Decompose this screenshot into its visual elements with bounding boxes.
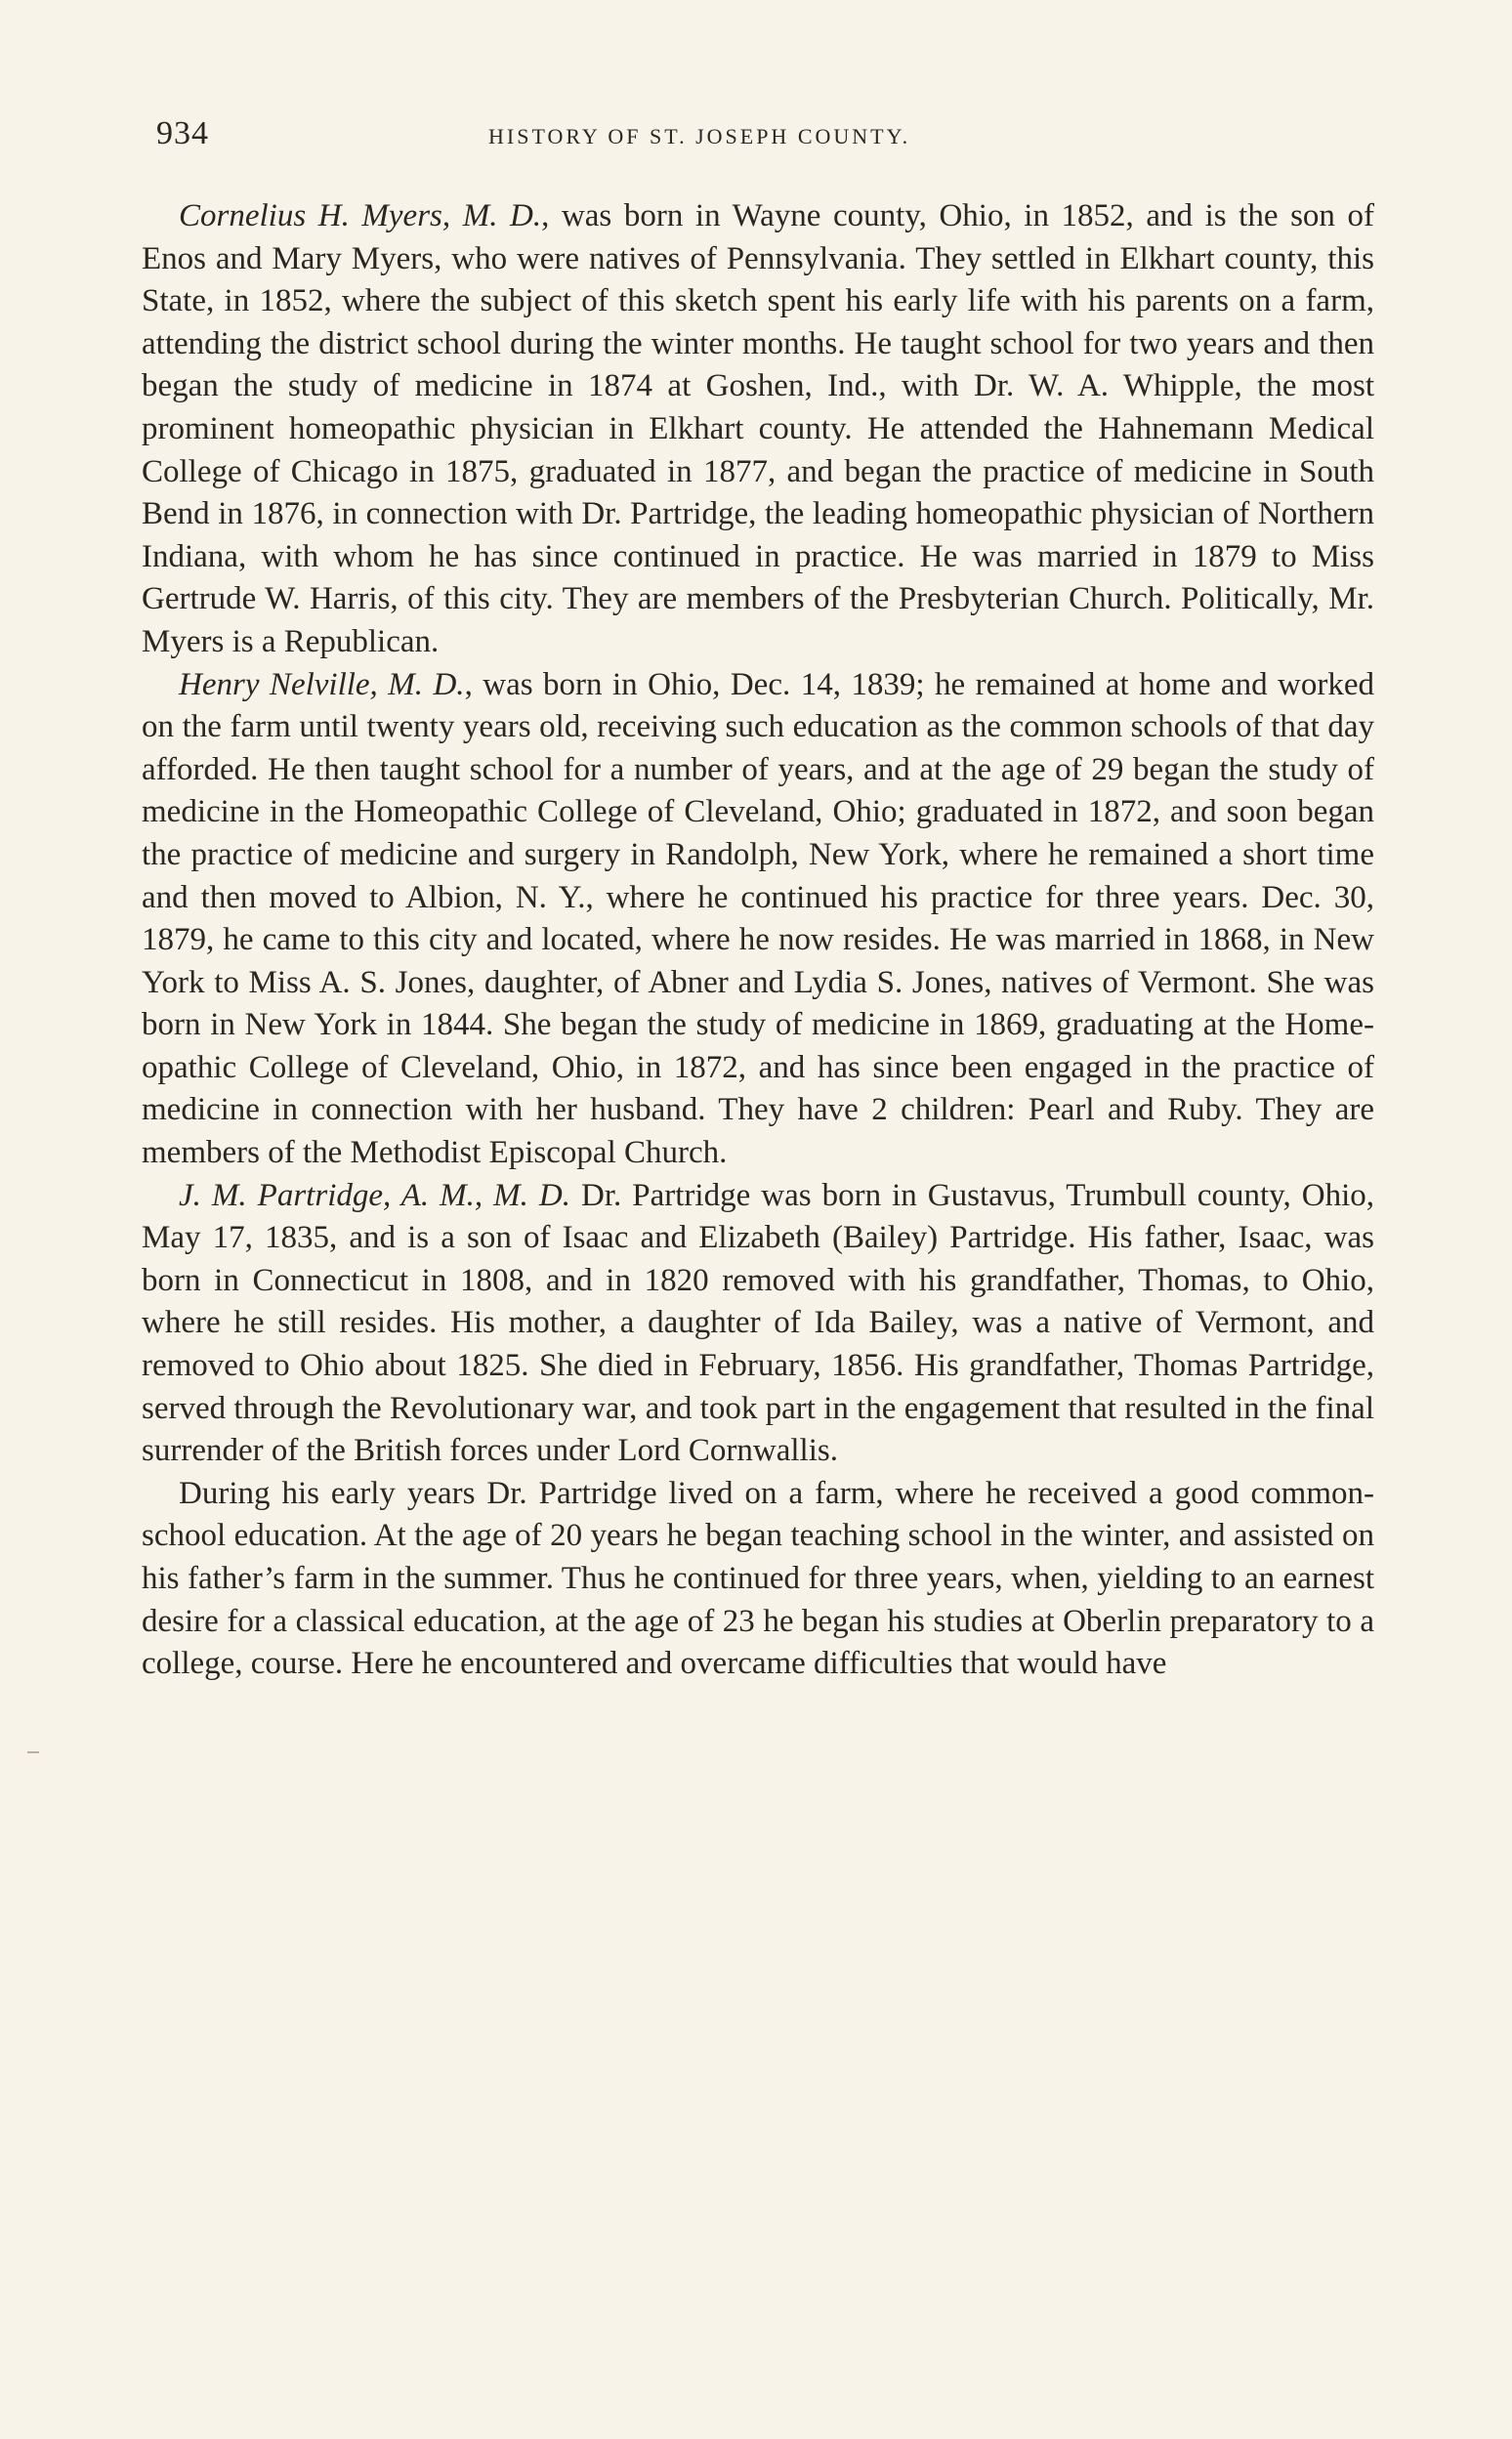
biography-partridge: [142, 1175, 1374, 1473]
biography-nelville: [142, 664, 1374, 1175]
biography-myers: [142, 195, 1374, 664]
subject-name: Henry Nelville, M. D.: [179, 666, 465, 702]
page-number: 934: [156, 115, 209, 151]
paragraph-text: Dr. Partridge was born in Gustavus, Trumbull county, Ohio, May 17, 1835, and is a son of Isaac and Elizabeth (Bailey) Partridge. His father, Isaac, was born in Connecticut in 1808, and in 1820 removed with his grandfather, Thomas, to Ohio, where he still resides. His mother, a daughter of Ida Bailey, was a native of Vermont, and removed to Ohio about 1825. She died in February, 1856. His grandfather, Thomas Partridge, served through the Revolutionary war, and took part in the engagement that resulted in the final surrender of the British forces under Lord Cornwallis.: [142, 1177, 1374, 1469]
subject-name: Cornelius H. Myers, M. D.: [179, 198, 542, 233]
page-header: [156, 115, 1372, 154]
body-text: [142, 195, 1374, 1686]
subject-name: J. M. Partridge, A. M., M. D.: [179, 1177, 570, 1213]
biography-partridge-continued: [142, 1473, 1374, 1686]
running-title: HISTORY OF ST. JOSEPH COUNTY.: [488, 124, 911, 148]
paragraph-text: , was born in Ohio, Dec. 14, 1839; he remained at home and worked on the farm until twenty years old, receiving such education as the common schools of that day afforded. He then taught school for a number of years, and at the age of 29 began the study of medicine in the Homeopathic College of Cleveland, Ohio; graduated in 1872, and soon began the practice of medicine and surgery in Randolph, New York, where he remained a short time and then moved to Albion, N. Y., where he continued his practice for three years. Dec. 30, 1879, he came to this city and located, where he now resides. He was married in 1868, in New York to Miss A. S. Jones, daughter, of Abner and Lydia S. Jones, natives of Vermont. She was born in New York in 1844. She began the study of medicine in 1869, graduating at the Homeopathic College of Cleveland, Ohio, in 1872, and has since been engaged in the practice of medicine in connection with her husband. They have 2 children: Pearl and Ruby. They are members of the Methodist Episcopal Church.: [142, 666, 1374, 1171]
paragraph-text: During his early years Dr. Partridge lived on a farm, where he received a good common-school education. At the age of 20 years he began teaching school in the winter, and assisted on his father’s farm in the summer. Thus he continued for three years, when, yielding to an earnest desire for a classical education, at the age of 23 he began his studies at Oberlin preparatory to a college, course. Here he encountered and overcame difficulties that would have: [142, 1475, 1374, 1682]
margin-mark: [27, 1751, 39, 1753]
paragraph-text: , was born in Wayne county, Ohio, in 1852, and is the son of Enos and Mary Myers, who were natives of Pennsylvania. They settled in Elkhart county, this State, in 1852, where the subject of this sketch spent his early life with his parents on a farm, attending the district school during the winter months. He taught school for two years and then began the study of medicine in 1874 at Goshen, Ind., with Dr. W. A. Whipple, the most prominent homeopathic physician in Elkhart county. He attended the Hahnemann Medical College of Chicago in 1875, graduated in 1877, and began the practice of medicine in South Bend in 1876, in connection with Dr. Partridge, the leading homeopathic physician of Northern Indiana, with whom he has since continued in practice. He was married in 1879 to Miss Gertrude W. Harris, of this city. They are members of the Presbyterian Church. Politically, Mr. Myers is a Republican.: [142, 198, 1374, 659]
